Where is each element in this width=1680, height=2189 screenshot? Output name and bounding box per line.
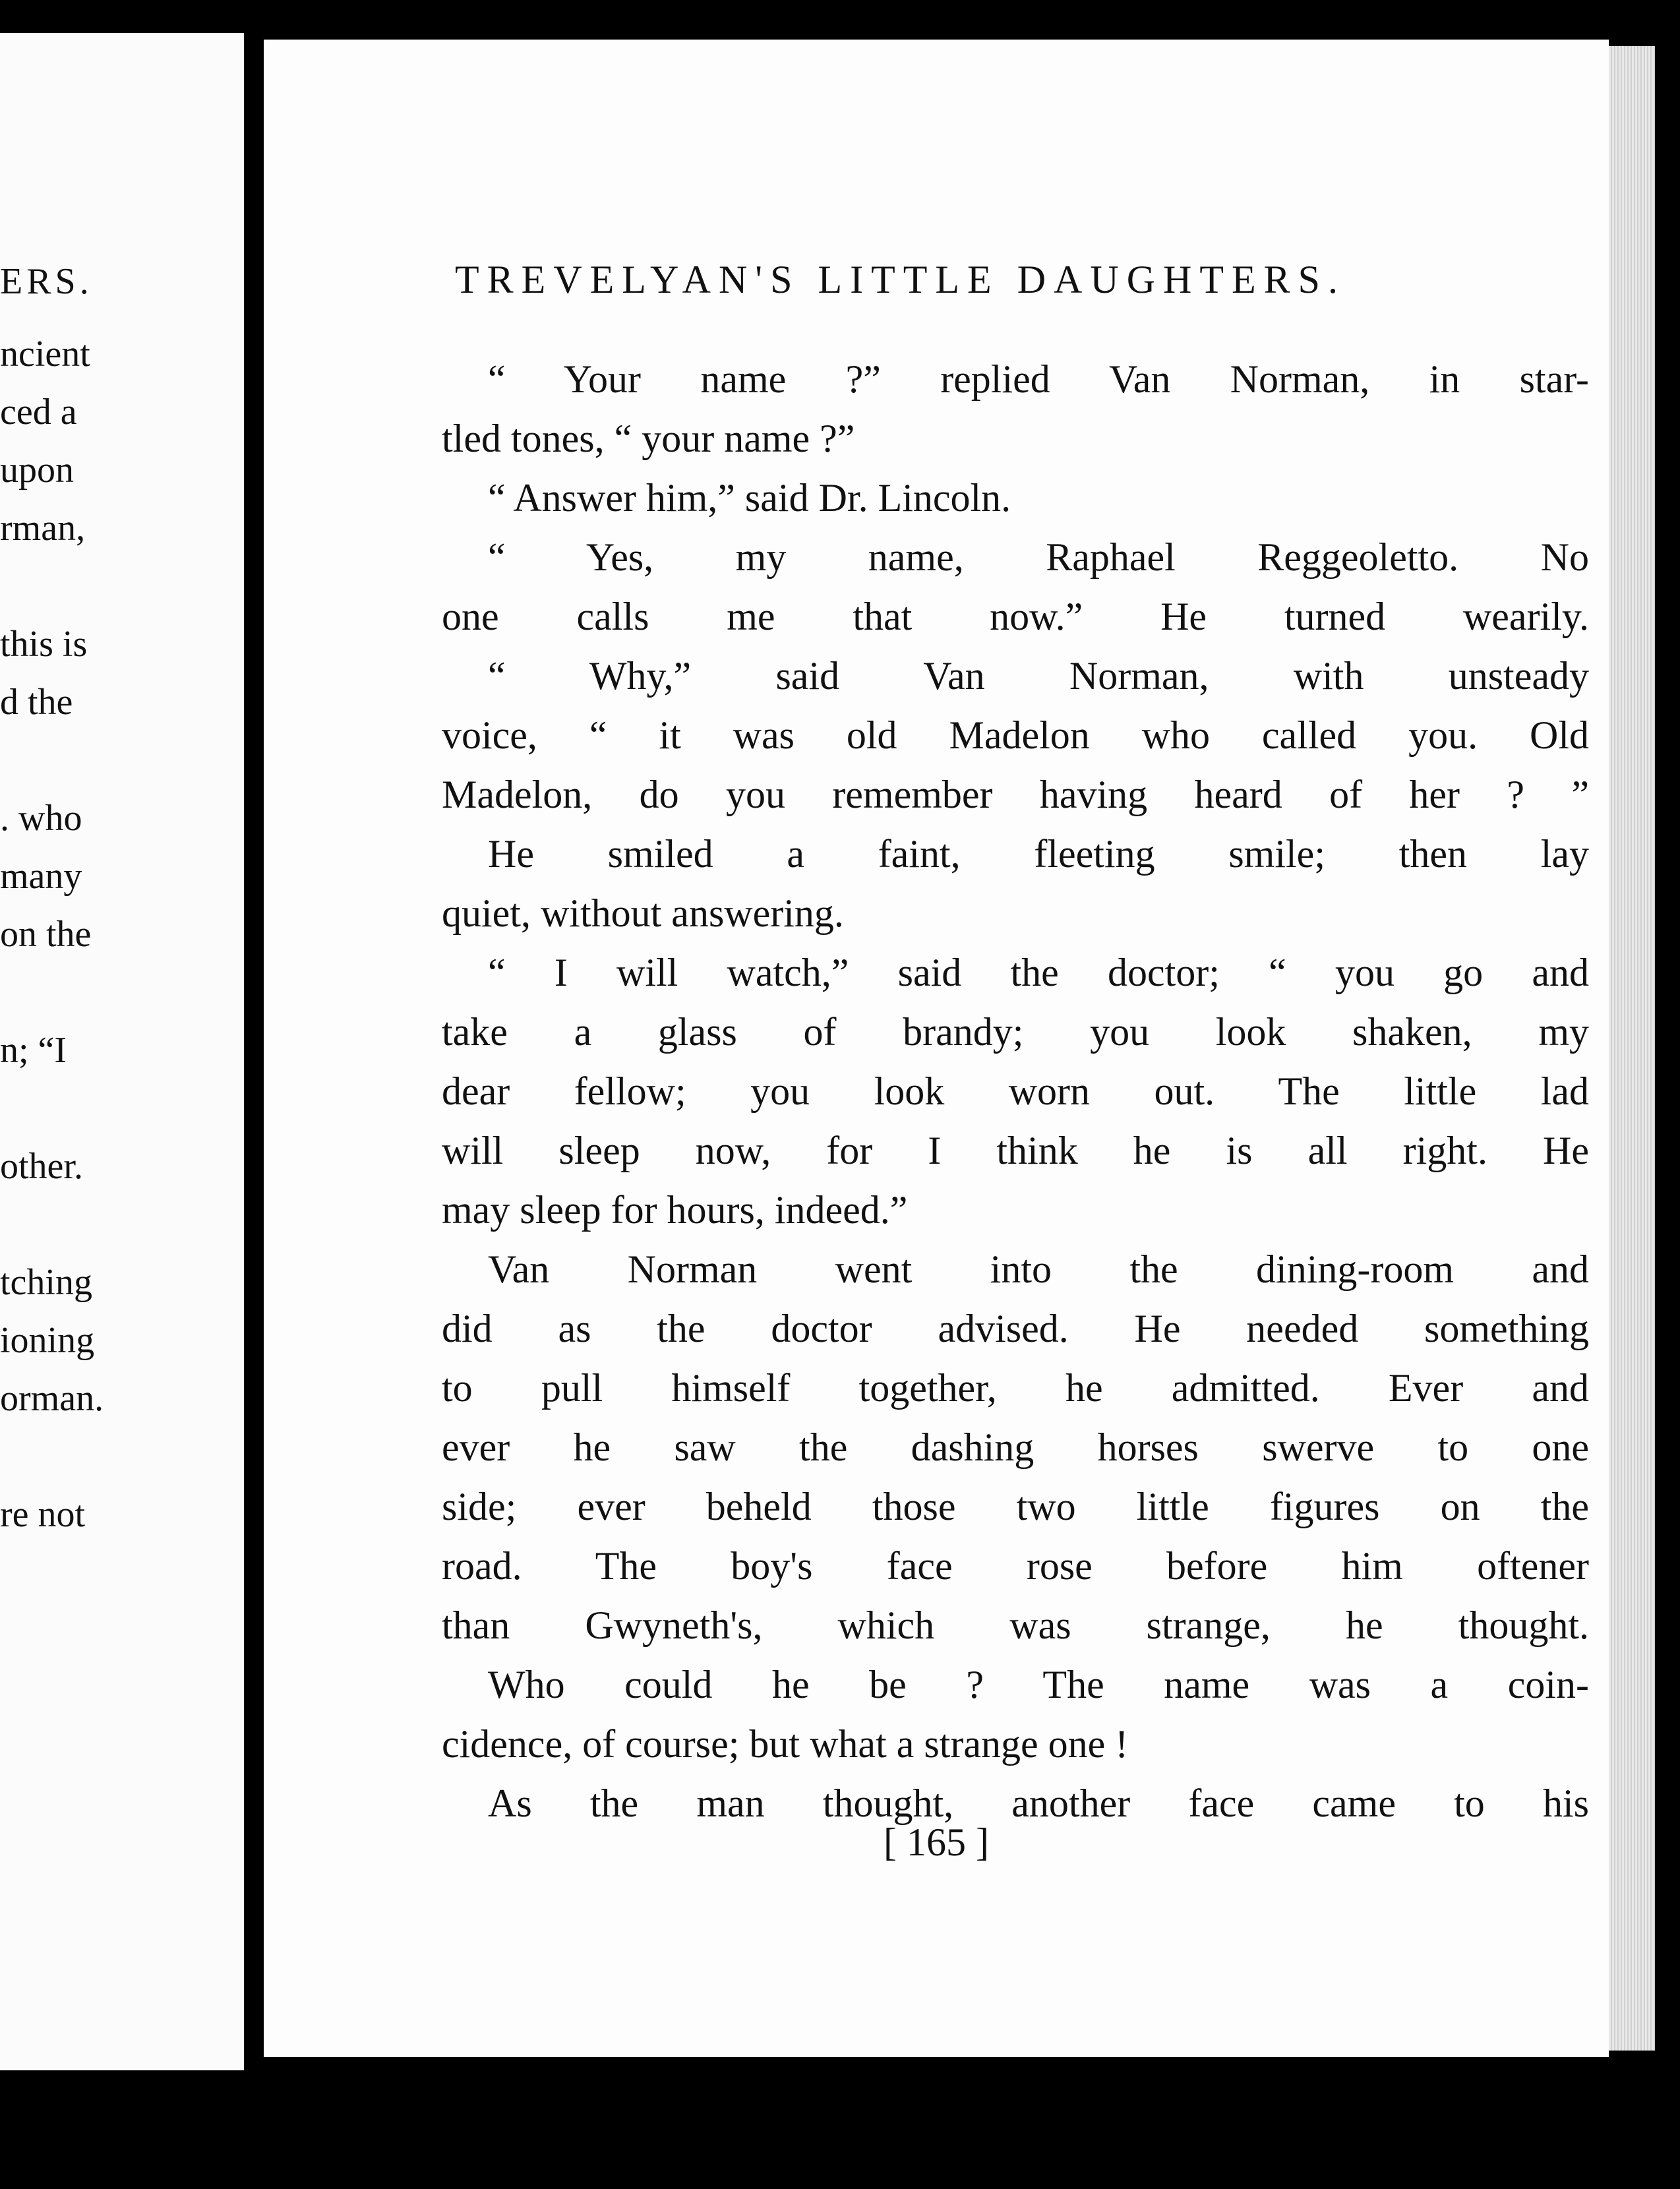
text-line: one calls me that now.” He turned wearily.	[442, 595, 1589, 638]
left-page	[0, 33, 244, 2070]
text-line: tled tones, “ your name ?”	[442, 417, 855, 460]
text-line: than Gwyneth's, which was strange, he thought.	[442, 1604, 1589, 1647]
left-line-fragment: many	[0, 856, 82, 897]
page-number: [ 165 ]	[884, 1820, 989, 1864]
text-line: may sleep for hours, indeed.”	[442, 1188, 908, 1232]
left-line-fragment: d the	[0, 682, 73, 723]
text-line: Who could he be ? The name was a coin-	[488, 1663, 1589, 1706]
text-line: to pull himself together, he admitted. Ever and	[442, 1366, 1589, 1410]
left-line-fragment: ioning	[0, 1320, 95, 1361]
text-line: ever he saw the dashing horses swerve to one	[442, 1425, 1589, 1469]
left-line-fragment: rman,	[0, 508, 86, 549]
text-line: quiet, without answering.	[442, 891, 844, 935]
left-line-fragment: re not	[0, 1494, 86, 1535]
left-line-fragment: upon	[0, 450, 74, 491]
text-line: road. The boy's face rose before him oftener	[442, 1544, 1589, 1588]
left-line-fragment: ncient	[0, 334, 90, 375]
running-head: TREVELYAN'S LITTLE DAUGHTERS.	[455, 258, 1346, 301]
left-line-fragment: n; “I	[0, 1030, 67, 1071]
left-line-fragment: other.	[0, 1146, 83, 1187]
left-line-fragment: this is	[0, 624, 88, 665]
text-line: Van Norman went into the dining-room and	[488, 1247, 1589, 1291]
text-line: As the man thought, another face came to his	[488, 1782, 1589, 1825]
page-block-edge	[1609, 46, 1655, 2051]
left-line-fragment: . who	[0, 798, 82, 839]
text-line: did as the doctor advised. He needed something	[442, 1307, 1589, 1350]
text-line: “ I will watch,” said the doctor; “ you go and	[488, 951, 1589, 994]
left-running-head: ERS.	[0, 261, 93, 302]
left-line-fragment: ced a	[0, 392, 77, 433]
right-page	[264, 40, 1609, 2057]
text-line: voice, “ it was old Madelon who called you. Old	[442, 713, 1589, 757]
left-line-fragment: tching	[0, 1262, 92, 1303]
text-line: will sleep now, for I think he is all right. He	[442, 1129, 1589, 1172]
left-line-fragment: on the	[0, 914, 92, 955]
text-line: Madelon, do you remember having heard of her ? ”	[442, 773, 1589, 816]
left-line-fragment: orman.	[0, 1378, 104, 1419]
text-line: take a glass of brandy; you look shaken, my	[442, 1010, 1589, 1054]
text-line: “ Your name ?” replied Van Norman, in star-	[488, 357, 1589, 401]
text-line: He smiled a faint, fleeting smile; then lay	[488, 832, 1589, 876]
book-gutter	[244, 26, 264, 2077]
text-line: cidence, of course; but what a strange one !	[442, 1722, 1129, 1766]
text-line: side; ever beheld those two little figures on the	[442, 1485, 1589, 1528]
text-line: “ Answer him,” said Dr. Lincoln.	[488, 476, 1011, 520]
text-line: “ Yes, my name, Raphael Reggeoletto. No	[488, 535, 1589, 579]
body-text	[442, 349, 1589, 1833]
text-line: “ Why,” said Van Norman, with unsteady	[488, 654, 1589, 698]
text-line: dear fellow; you look worn out. The little lad	[442, 1069, 1589, 1113]
